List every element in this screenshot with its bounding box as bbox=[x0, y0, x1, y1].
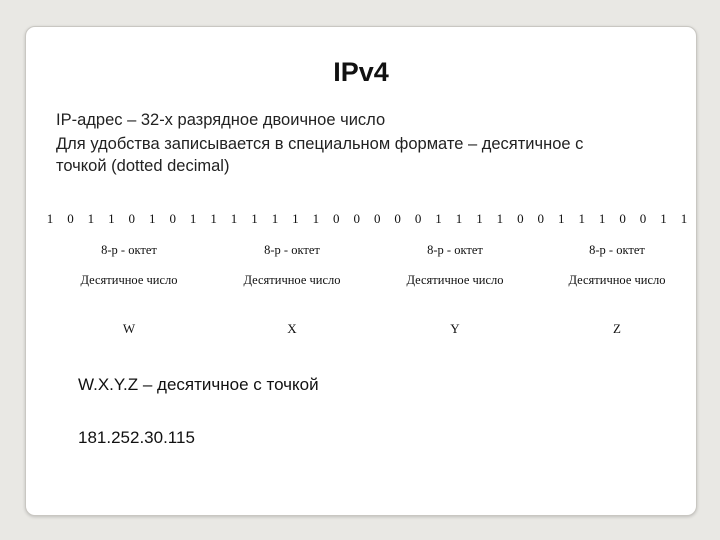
octet-column bbox=[380, 27, 530, 347]
octet-column bbox=[54, 27, 204, 347]
octet-letter: W bbox=[122, 321, 136, 336]
bit-digit: 1 bbox=[496, 211, 504, 226]
slide-title: IPv4 bbox=[333, 57, 389, 87]
octet-letter: X bbox=[287, 321, 297, 336]
bit-digit: 1 bbox=[271, 211, 279, 226]
bit-digit: 0 bbox=[128, 211, 136, 226]
bit-digit: 0 bbox=[414, 211, 422, 226]
bit-digit: 1 bbox=[87, 211, 95, 226]
bit-digit: 0 bbox=[67, 211, 74, 226]
bit-digit: 1 bbox=[292, 211, 299, 226]
bit-digit: 0 bbox=[394, 211, 401, 226]
bit-digit: 1 bbox=[108, 211, 115, 226]
bit-digit: 1 bbox=[251, 211, 258, 226]
bit-digit: 1 bbox=[660, 211, 667, 226]
bit-digit: 0 bbox=[619, 211, 626, 226]
bit-digit: 1 bbox=[455, 211, 463, 226]
octet-label: 8-р - октет bbox=[101, 243, 157, 257]
bit-digit: 1 bbox=[598, 211, 606, 226]
bit-digit: 1 bbox=[149, 211, 156, 226]
bit-digit: 1 bbox=[230, 211, 238, 226]
octet-decimal-label: Десятичное число bbox=[568, 273, 666, 287]
octet-label: 8-р - октет bbox=[264, 243, 320, 257]
bit-digit: 0 bbox=[373, 211, 381, 226]
bit-digit: 1 bbox=[578, 211, 585, 226]
bit-digit: 0 bbox=[353, 211, 360, 226]
bit-digit: 0 bbox=[169, 211, 176, 226]
example-ip-address: 181.252.30.115 bbox=[78, 428, 195, 447]
octet-decimal-label: Десятичное число bbox=[406, 273, 504, 287]
bit-digit: 1 bbox=[680, 211, 688, 226]
format-description-text: Для удобства записывается в специальном формате – десятичное с bbox=[56, 135, 584, 153]
octet-column bbox=[542, 27, 692, 347]
format-description-text-cont: точкой (dotted decimal) bbox=[56, 157, 230, 175]
bit-digit: 1 bbox=[210, 211, 217, 226]
octet-letter: Z bbox=[613, 321, 621, 336]
notation-text: W.X.Y.Z – десятичное с точкой bbox=[78, 375, 319, 394]
octet-decimal-label: Десятичное число bbox=[243, 273, 341, 287]
octet-label: 8-р - октет bbox=[589, 243, 645, 257]
octet-letter: Y bbox=[450, 321, 460, 336]
octet-decimal-label: Десятичное число bbox=[80, 273, 178, 287]
ip-definition-text: IP-адрес – 32-х разрядное двоичное число bbox=[56, 111, 386, 129]
bit-digit: 0 bbox=[333, 211, 340, 226]
bit-digit: 1 bbox=[312, 211, 320, 226]
bit-digit: 1 bbox=[476, 211, 483, 226]
bit-digit: 0 bbox=[537, 211, 545, 226]
bit-digit: 1 bbox=[46, 211, 54, 226]
slide bbox=[25, 26, 697, 516]
bit-digit: 1 bbox=[435, 211, 442, 226]
bit-digit: 0 bbox=[639, 211, 647, 226]
octet-label: 8-р - октет bbox=[427, 243, 483, 257]
bit-digit: 0 bbox=[517, 211, 524, 226]
octet-column bbox=[217, 27, 367, 347]
bit-digit: 1 bbox=[189, 211, 197, 226]
bit-digit: 1 bbox=[558, 211, 565, 226]
